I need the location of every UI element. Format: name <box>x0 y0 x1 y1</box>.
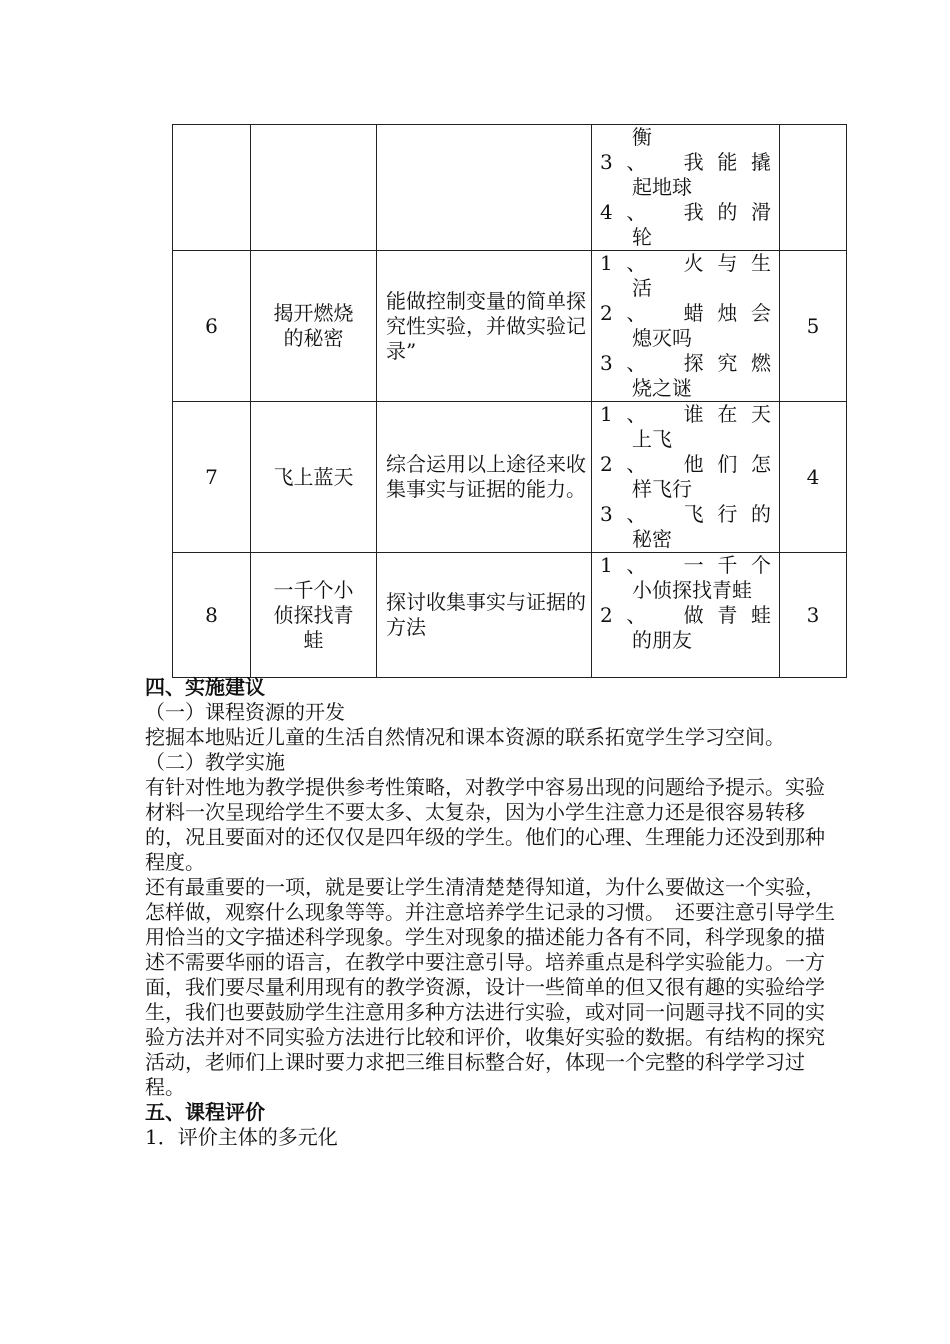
lesson-line: 3、 探究燃 <box>600 351 771 375</box>
table-body <box>173 125 847 678</box>
lesson-line: 衡 <box>632 125 652 149</box>
unit-number-cell: 8 <box>173 553 251 678</box>
unit-title-cell <box>251 402 377 553</box>
lesson-line: 3、 飞行的 <box>600 502 771 526</box>
section-4-paragraph-3: 还有最重要的一项，就是要让学生清清楚楚得知道，为什么要做这一个实验，怎样做，观察什么现象等等。并注意培养学生记录的习惯。 还要注意引导学生用恰当的文字描述科学现象。学生对现象的描述能力各有不同，科学现象的描述不需要华丽的语言，在教学中要注意引导。培养重点是科学实验能力。一方面，我们要尽量利用现有的教学资源，设计一些简单的但又很有趣的实验给学生，我们也要鼓励学生注意用多种方法进行实验，或对同一问题寻找不同的实验方法并对不同实验方法进行比较和评价，收集好实验的数据。有结构的探究活动，老师们上课时要力求把三维目标整合好，体现一个完整的科学学习过程。 <box>145 875 835 1099</box>
lessons-cell <box>592 125 780 251</box>
section-5-heading: 五、课程评价 <box>145 1100 265 1124</box>
table-row <box>173 553 847 678</box>
lessons-cell <box>592 251 780 402</box>
unit-title: 飞上蓝天 <box>273 464 354 489</box>
section-4-sub-2: （二）教学实施 <box>145 750 285 774</box>
lesson-item <box>600 251 771 301</box>
class-hours-cell <box>780 125 847 251</box>
unit-title-cell <box>251 125 377 251</box>
lesson-item <box>600 553 771 603</box>
unit-number-cell: 7 <box>173 402 251 553</box>
lesson-item <box>600 452 771 502</box>
unit-goal-cell: 探讨收集事实与证据的方法 <box>377 553 592 678</box>
section-4-paragraph-1: 挖掘本地贴近儿童的生活自然情况和课本资源的联系拓宽学生学习空间。 <box>145 725 785 749</box>
lesson-line: 1、 火与生 <box>600 251 771 275</box>
lesson-item <box>600 150 771 200</box>
lesson-item <box>600 301 771 351</box>
lesson-line: 熄灭吗 <box>632 326 692 350</box>
lesson-item <box>600 200 771 250</box>
lesson-line: 2、 蜡烛会 <box>600 301 771 325</box>
class-hours-cell: 4 <box>780 402 847 553</box>
lesson-line: 起地球 <box>632 175 692 199</box>
unit-title-cell <box>251 251 377 402</box>
body-text <box>145 675 835 1150</box>
unit-goal-cell: 综合运用以上途径来收集事实与证据的能力。 <box>377 402 592 553</box>
class-hours-cell: 5 <box>780 251 847 402</box>
lesson-line: 小侦探找青蛙 <box>632 578 752 602</box>
lesson-line: 样飞行 <box>632 477 692 501</box>
class-hours-cell: 3 <box>780 553 847 678</box>
section-4-sub-1: （一）课程资源的开发 <box>145 700 345 724</box>
lesson-line: 烧之谜 <box>632 376 692 400</box>
lesson-line: 4、 我的滑 <box>600 200 771 224</box>
table-row <box>173 125 847 251</box>
section-5-item-1: 1．评价主体的多元化 <box>145 1125 338 1149</box>
unit-title: 揭开燃烧的秘密 <box>273 301 354 350</box>
lesson-line: 秘密 <box>632 527 672 551</box>
unit-number-cell <box>173 125 251 251</box>
lesson-item <box>600 402 771 452</box>
lessons-cell <box>592 553 780 678</box>
lesson-line: 2、 做青蛙 <box>600 603 771 627</box>
unit-title-cell <box>251 553 377 678</box>
lesson-line: 上飞 <box>632 427 672 451</box>
table-row <box>173 251 847 402</box>
lesson-line: 3、 我能撬 <box>600 150 771 174</box>
lesson-item <box>600 351 771 401</box>
lesson-line: 的朋友 <box>632 628 692 652</box>
lesson-item <box>600 603 771 653</box>
unit-title: 一千个小侦探找青蛙 <box>273 577 354 652</box>
lesson-line: 活 <box>632 276 652 300</box>
unit-number-cell: 6 <box>173 251 251 402</box>
unit-goal-cell: 能做控制变量的简单探究性实验，并做实验记录” <box>377 251 592 402</box>
lesson-line: 1、 一千个 <box>600 553 771 577</box>
lesson-line: 轮 <box>632 225 652 249</box>
section-4-heading: 四、实施建议 <box>145 675 265 699</box>
lesson-line: 1、 谁在天 <box>600 402 771 426</box>
curriculum-table <box>172 124 847 678</box>
table-row <box>173 402 847 553</box>
lesson-item <box>600 502 771 552</box>
lesson-item <box>600 125 771 150</box>
lessons-cell <box>592 402 780 553</box>
section-4-paragraph-2: 有针对性地为教学提供参考性策略，对教学中容易出现的问题给予提示。实验材料一次呈现给学生不要太多、太复杂，因为小学生注意力还是很容易转移的，况且要面对的还仅仅是四年级的学生。他们的心理、生理能力还没到那种程度。 <box>145 775 825 874</box>
lesson-line: 2、 他们怎 <box>600 452 771 476</box>
unit-goal-cell <box>377 125 592 251</box>
